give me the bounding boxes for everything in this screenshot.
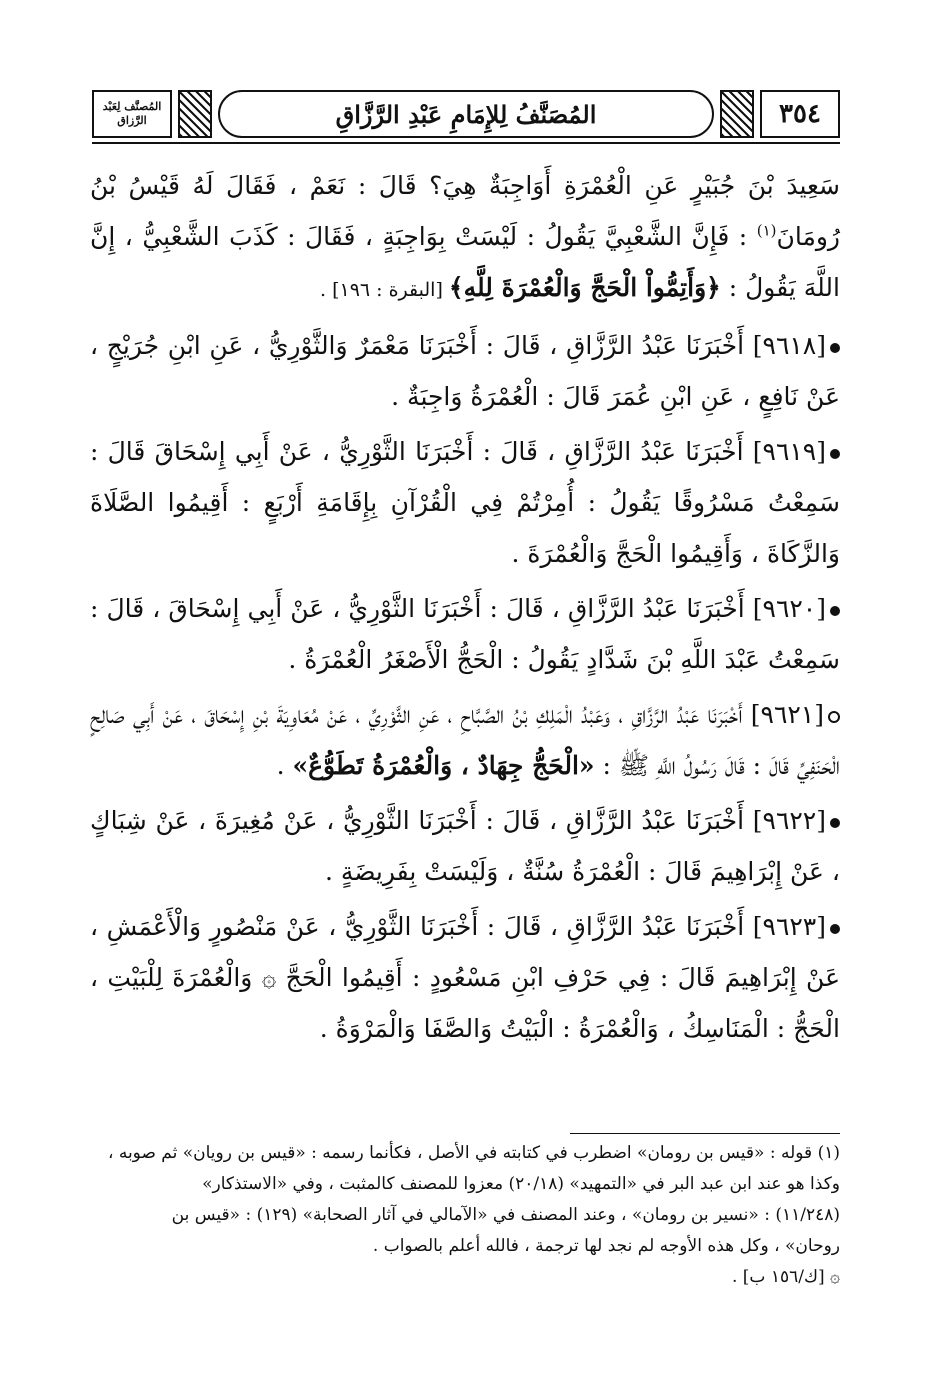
intro-text: سَعِيدَ بْنَ جُبَيْرٍ عَنِ الْعُمْرَةِ أَوَاجِبَةٌ هِيَ؟ قَالَ : نَعَمْ ، فَقَالَ لَهُ قَيْسُ بْنُ رُومَانَ [90,171,840,251]
footnote-line: (١) قوله : «قيس بن رومان» اضطرب في كتابته في الأصل ، فكأنما رسمه : «قيس بن رويان» ثم صوبه ، [107,1143,840,1163]
quran-reference: [البقرة : ١٩٦] . [320,279,449,301]
title-cartouche [218,90,714,138]
hadith-number: [٩٦٢١] [750,700,824,729]
intro-continuation: : فَإِنَّ الشَّعْبِيَّ يَقُولُ : لَيْسَتْ بِوَاجِبَةٍ ، فَقَالَ : كَذَبَ الشَّعْبِيُّ ، إِنَّ اللَّهَ يَقُولُ : [90,222,840,302]
hadith-9618 [90,320,840,422]
hadith-text: أَخْبَرَنَا عَبْدُ الرَّزَّاقِ ، قَالَ : أَخْبَرَنَا الثَّوْرِيُّ ، عَنْ أَبِي إِسْحَاقَ ، قَالَ : سَمِعْتُ عَبْدَ اللَّهِ بْنَ شَدَّادٍ يَقُولُ : الْحَجُّ الْأَصْغَرُ الْعُمْرَةُ . [90,594,840,674]
bullet-icon [830,343,840,353]
hadith-text: أَخْبَرَنَا عَبْدُ الرَّزَّاقِ ، قَالَ : أَخْبَرَنَا الثَّوْرِيُّ ، عَنْ مُغِيرَةَ ، عَنْ شِبَاكٍ ، عَنْ إِبْرَاهِيمَ قَالَ : الْعُمْرَةُ سُنَّةٌ ، وَلَيْسَتْ بِفَرِيضَةٍ . [90,806,840,886]
intro-paragraph [90,160,840,316]
hadith-9620 [90,583,840,685]
hadith-text: أَخْبَرَنَا عَبْدُ الرَّزَّاقِ ، قَالَ : أَخْبَرَنَا الثَّوْرِيُّ ، عَنْ مَنْصُورٍ وَالْأَعْمَشِ ، عَنْ إِبْرَاهِيمَ قَالَ : فِي حَرْفِ ابْنِ مَسْعُودٍ : أَقِيمُوا الْحَجَّ ۞ وَالْعُمْرَةَ لِلْبَيْتِ ، الْحَجُّ : الْمَنَاسِكُ ، وَالْعُمْرَةُ : الْبَيْتُ وَالصَّفَا وَالْمَرْوَةُ . [90,912,840,1043]
hadith-number: [٩٦٢٣] [752,912,826,941]
ornament-left-icon [178,90,212,138]
hadith-number: [٩٦١٨] [752,331,826,360]
bullet-icon [830,818,840,828]
hadith-number: [٩٦٢٠] [752,594,826,623]
footnote-line: وكذا هو عند ابن عبد البر في «التمهيد» (٢٠/١٨) معزوا للمصنف كالمثبت ، وفي «الاستذكار» [202,1174,840,1194]
hadith-tail: . [276,751,293,780]
page-number: ٣٥٤ [779,99,821,129]
hadith-9621 [90,689,840,791]
page-header [92,86,840,146]
footnote-mark: (١) [756,221,777,240]
footnotes [90,1138,840,1293]
footnote-line: (١١/٢٤٨) : «نسير بن رومان» ، وعند المصنف في «الآمالي في آثار الصحابة» (١٢٩) : «قيس بن [171,1205,840,1225]
main-text [90,160,840,1058]
hadith-9623 [90,901,840,1054]
prophetic-quote: «الْحَجُّ جِهَادٌ ، وَالْعُمْرَةُ تَطَوُّعٌ» [292,751,595,780]
quran-quote: ﴿وَأَتِمُّواْ الْحَجَّ وَالْعُمْرَةَ لِلَّهِ﴾ [448,273,721,302]
footnote-divider [570,1133,840,1134]
page-number-box [760,90,840,138]
hadith-number: [٩٦٢٢] [752,806,826,835]
hadith-text: أَخْبَرَنَا عَبْدُ الرَّزَّاقِ ، قَالَ : أَخْبَرَنَا مَعْمَرٌ وَالثَّوْرِيُّ ، عَنِ ابْنِ جُرَيْجٍ ، عَنْ نَافِعٍ ، عَنِ ابْنِ عُمَرَ قَالَ : الْعُمْرَةُ وَاجِبَةٌ . [90,331,840,411]
hadith-9619 [90,426,840,579]
hadith-number: [٩٦١٩] [752,437,826,466]
bullet-icon [830,606,840,616]
book-title: المُصَنَّفُ لِلإِمَامِ عَبْدِ الرَّزَّاقِ [335,99,597,129]
hadith-9622 [90,795,840,897]
hadith-text: أَخْبَرَنَا عَبْدُ الرَّزَّاقِ ، وَعَبْدُ الْمَلِكِ بْنُ الصَّبَّاحِ ، عَنِ الثَّوْرِيِّ ، عَنْ مُعَاوِيَةَ بْنِ إِسْحَاقَ ، عَنْ أَبِي صَالِحٍ الْحَنَفِيِّ قَالَ : قَالَ رَسُولُ اللَّهِ ﷺ : [90,700,840,780]
ornament-right-icon [720,90,754,138]
footnote-line: روحان» ، وكل هذه الأوجه لم نجد لها ترجمة ، فالله أعلم بالصواب . [372,1236,840,1256]
book-stamp [92,90,172,138]
hadith-text: أَخْبَرَنَا عَبْدُ الرَّزَّاقِ ، قَالَ : أَخْبَرَنَا الثَّوْرِيُّ ، عَنْ أَبِي إِسْحَاقَ قَالَ : سَمِعْتُ مَسْرُوقًا يَقُولُ : أُمِرْتُمْ فِي الْقُرْآنِ بِإِقَامَةِ أَرْبَعٍ : أَقِيمُوا الصَّلَاةَ وَالزَّكَاةَ ، وَأَقِيمُوا الْحَجَّ وَالْعُمْرَةَ . [90,437,840,568]
manuscript-marker: ۞ [ك/١٥٦ ب] . [731,1267,840,1287]
header-divider [92,142,840,144]
bullet-icon [830,924,840,934]
book-stamp-text: المُصنَّف لِعَبْد الرَّزاق [102,100,162,127]
open-bullet-icon [828,711,840,723]
bullet-icon [830,449,840,459]
